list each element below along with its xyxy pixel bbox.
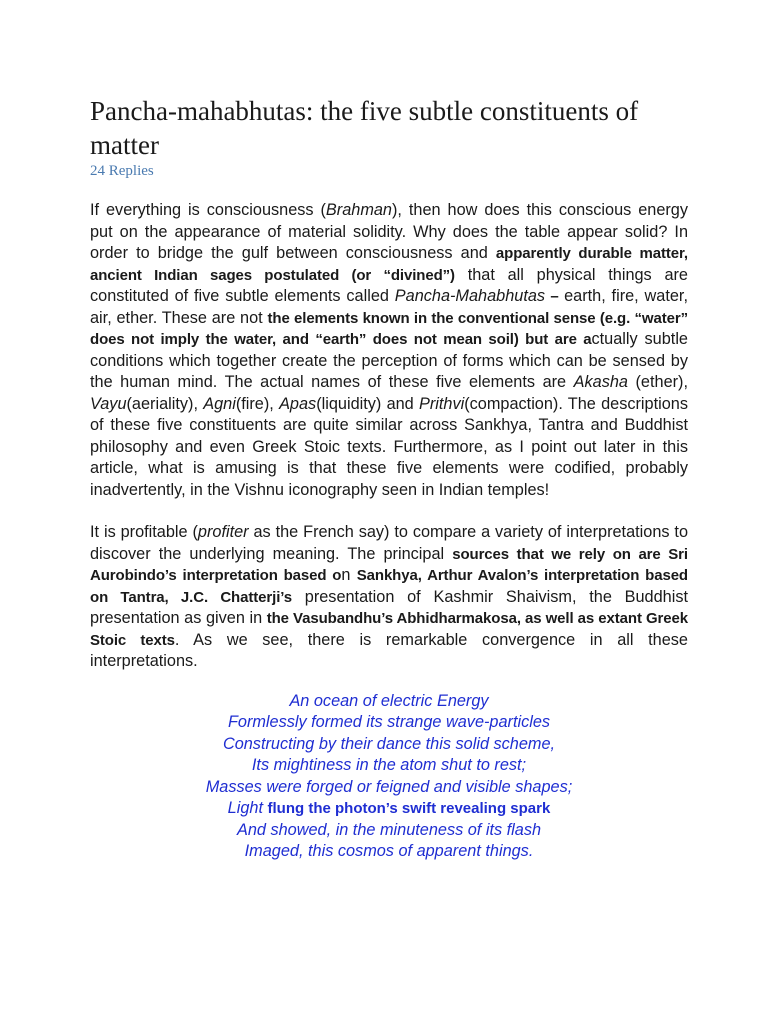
text-run: as the French say) to compare a variety of interpretations to discover the underlying meaning. The principal [90, 523, 688, 563]
text-run: Brahman [325, 201, 392, 219]
text-run: (ether), [627, 373, 688, 391]
text-run: It is profitable ( [90, 523, 198, 541]
text-run: n [341, 566, 357, 584]
poem-text-run: Light [227, 799, 268, 817]
poem-line [90, 777, 688, 799]
text-run: If everything is consciousness ( [90, 201, 326, 219]
text-run: the Vasubandhu’s Abhidharmakosa, as well as extant Greek Stoic texts [90, 610, 688, 649]
poem-text-run: An ocean of electric Energy [289, 691, 489, 710]
poem-line [90, 841, 688, 863]
text-run: that all physical things are constituted of five subtle elements called [90, 265, 688, 305]
poem-text-run: flung the photon’s swift revealing spark [267, 800, 551, 817]
text-run: Vayu [90, 394, 127, 413]
text-run: ctually subtle conditions which together create the perception of forms which can be sensed by the human mind. The actual names of these five elements are [90, 330, 688, 391]
replies-link[interactable]: 24 Replies [90, 163, 154, 179]
poem-text-run: Masses were forged or feigned and visible shapes; [205, 777, 573, 796]
article-title: Pancha-mahabhutas: the five subtle constituents of matter [90, 96, 639, 160]
text-run: profiter [197, 523, 249, 541]
text-run: (liquidity) and [316, 394, 419, 413]
poem-line [90, 691, 688, 713]
text-run: Prithvi [418, 394, 465, 413]
text-run: Agni [203, 394, 236, 413]
text-run: ), then how does this conscious energy put on the appearance of material solidity. Why does the table appear solid? In order to bridge the gulf between consciousness and [90, 201, 688, 262]
text-run: earth, fire, water, air, ether. These are not [90, 287, 688, 327]
text-run: sources that we rely on are Sri Aurobindo’s interpretation based o [90, 545, 688, 584]
text-run: Pancha-Mahabhutas [394, 287, 546, 305]
paragraph-sources [90, 522, 688, 673]
text-run: presentation of Kashmir Shaivism, the Buddhist presentation as given in [90, 587, 688, 627]
paragraph-intro [90, 200, 688, 501]
poem-text-run: Formlessly formed its strange wave-particles [227, 713, 551, 731]
text-run: apparently durable matter, ancient Indian sages postulated (or “divined”) [90, 245, 688, 284]
poem-text-run: Constructing by their dance this solid scheme, [222, 734, 556, 753]
poem-line [90, 755, 688, 777]
poem-text-run: Imaged, this cosmos of apparent things. [244, 842, 534, 860]
text-run: . As we see, there is remarkable convergence in all these interpretations. [90, 630, 688, 670]
text-run: Apas [279, 394, 317, 413]
text-run: the elements known in the conventional sense (e.g. “water” does not imply the water, and “earth” does not mean soil) but are a [90, 309, 688, 348]
poem-line [90, 798, 688, 820]
poem-text-run: And showed, in the minuteness of its flash [236, 820, 542, 839]
text-run: Sankhya, Arthur Avalon’s interpretation based on Tantra, J.C. Chatterji’s [90, 567, 688, 606]
text-run: Akasha [573, 373, 628, 391]
text-run: (compaction). The descriptions of these five constituents are quite similar across Sankhya, Tantra and Buddhist philosophy and even Greek Stoic texts. Furthermore, as I point out later in this article, what is amusing is that these five elements were codified, probably inadvertently, in the Vishnu iconography seen in Indian temples! [90, 394, 688, 499]
poem-line [90, 734, 688, 756]
text-run: (fire), [235, 394, 280, 413]
text-run: (aeriality), [126, 394, 204, 413]
poem-line [90, 712, 688, 734]
poem-line [90, 820, 688, 842]
text-run: – [545, 288, 565, 305]
poem-block [90, 691, 688, 863]
poem-text-run: Its mightiness in the atom shut to rest; [251, 756, 527, 774]
